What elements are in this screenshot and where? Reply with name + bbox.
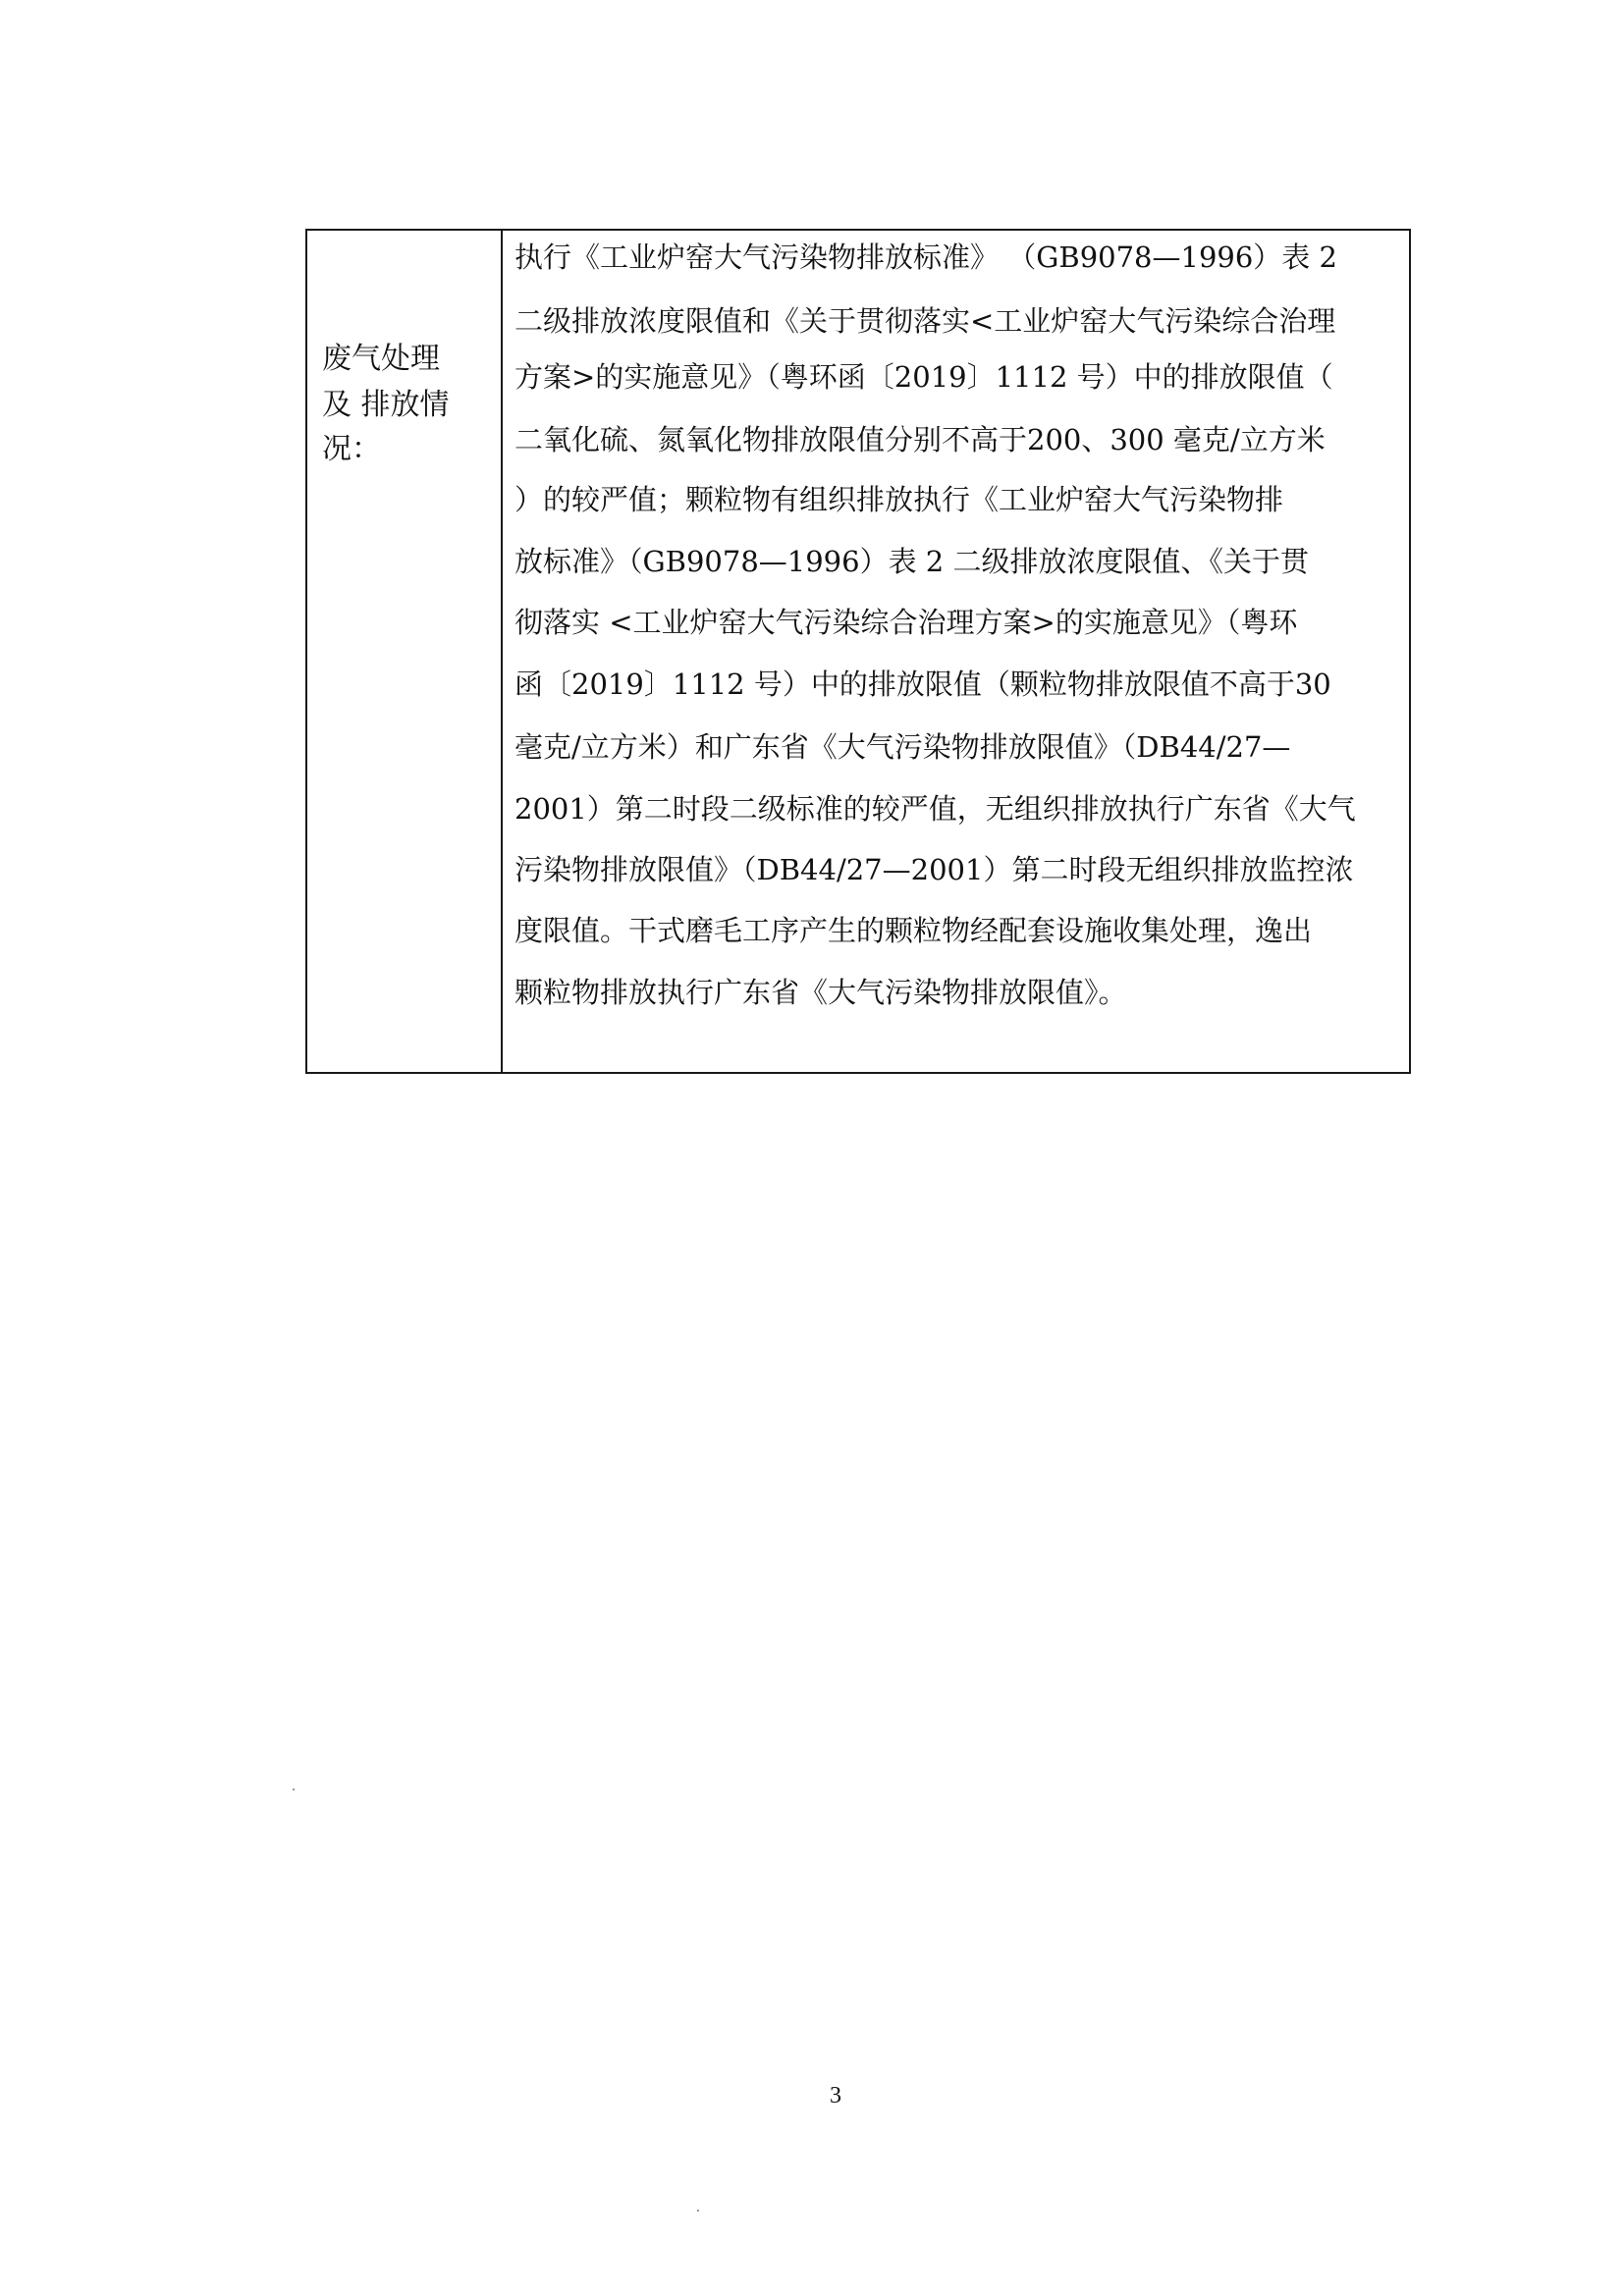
- content-line-7: 彻落实 <工业炉窑大气污染综合治理方案>的实施意见》（粤环: [514, 606, 1298, 639]
- scan-speck: [293, 1789, 295, 1790]
- content-line-4: 二氧化硫、氮氧化物排放限值分别不高于200、300 毫克/立方米: [514, 423, 1326, 456]
- content-line-3: 方案>的实施意见》（粤环函〔2019〕1112 号）中的排放限值（: [514, 360, 1333, 394]
- row-label-line-1: 废气处理: [322, 342, 440, 376]
- content-line-11: 污染物排放限值》（DB44/27—2001）第二时段无组织排放监控浓: [514, 853, 1354, 886]
- row-label-line-2: 及 排放情: [322, 388, 450, 422]
- row-label-line-3: 况：: [322, 432, 381, 466]
- content-line-12: 度限值。干式磨毛工序产生的颗粒物经配套设施收集处理，逸出: [514, 914, 1313, 947]
- content-line-9: 毫克/立方米）和广东省《大气污染物排放限值》（DB44/27—: [514, 730, 1291, 764]
- page-number: 3: [830, 2083, 841, 2109]
- content-line-8: 函〔2019〕1112 号）中的排放限值（颗粒物排放限值不高于30: [514, 667, 1331, 701]
- content-line-13: 颗粒物排放执行广东省《大气污染物排放限值》。: [514, 976, 1127, 1009]
- content-line-6: 放标准》（GB9078—1996）表 2 二级排放浓度限值、《关于贯: [514, 545, 1309, 578]
- content-line-10: 2001）第二时段二级标准的较严值，无组织排放执行广东省《大气: [514, 792, 1356, 826]
- scan-speck: [697, 2210, 699, 2212]
- content-line-5: ）的较严值；颗粒物有组织排放执行《工业炉窑大气污染物排: [514, 483, 1284, 516]
- content-line-2: 二级排放浓度限值和《关于贯彻落实<工业炉窑大气污染综合治理: [514, 304, 1336, 338]
- content-line-1: 执行《工业炉窑大气污染物排放标准》 （GB9078—1996）表 2: [514, 240, 1337, 274]
